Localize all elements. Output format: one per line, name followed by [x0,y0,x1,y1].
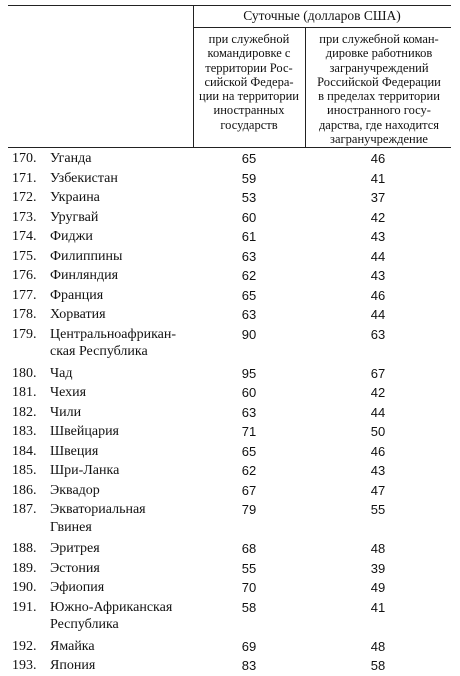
per-diem-missions: 37 [370,190,386,205]
country-name-line: Эстония [50,560,100,576]
row-number: 185. [12,463,37,478]
per-diem-abroad: 95 [241,365,257,381]
header-line: государств [220,117,278,132]
row-number: 175. [12,248,37,264]
country-name-line: Эритрея [50,541,100,556]
country-name [50,326,200,361]
country-name-line: Уругвай [50,209,99,225]
row-number: 176. [12,268,37,283]
country-name-line: Чад [50,365,73,381]
header-line: сийской Федера- [204,74,294,89]
per-diem-missions: 42 [370,385,386,400]
per-diem-abroad: 79 [241,502,257,517]
country-name-line: Чехия [50,385,87,400]
header-group-title: Суточные (долларов США) [243,8,401,23]
header-line: иностранных [213,103,285,118]
country-name-line: Экваториальная [50,502,146,517]
header-line: дарства, где находится [318,117,440,132]
per-diem-abroad: 62 [241,463,257,478]
country-name [50,248,200,266]
country-name-line: Финляндия [50,268,119,283]
country-name [50,209,200,227]
country-name-line: Филиппины [50,248,123,264]
per-diem-missions: 44 [370,404,386,420]
per-diem-abroad: 67 [241,482,257,498]
country-name-line: Япония [50,658,96,673]
country-name [50,306,200,324]
per-diem-abroad: 62 [241,268,257,283]
country-name-line: ская Республика [50,344,148,359]
row-number: 187. [12,502,37,517]
per-diem-missions: 46 [370,443,386,459]
per-diem-missions: 43 [370,268,386,283]
country-name-line: Фиджи [50,229,93,244]
country-name-line: Украина [50,190,100,205]
country-name [50,560,200,578]
country-name-line: Гвинея [50,519,92,535]
row-number: 188. [12,541,37,556]
row-number: 193. [12,658,37,673]
country-name [50,287,200,305]
row-number: 186. [12,482,37,498]
country-name-line: Южно-Африканская [50,599,173,615]
header-bottom-rule [8,147,451,148]
header-line: при служебной [208,32,290,46]
header-line: в пределах территории [318,89,440,104]
per-diem-missions: 41 [370,599,386,615]
per-diem-abroad: 70 [241,580,257,595]
country-name [50,579,200,597]
per-diem-abroad: 63 [241,404,257,420]
country-name [50,501,200,536]
country-name [50,462,200,480]
country-name-line: Уганда [50,151,92,166]
country-name [50,638,200,656]
per-diem-abroad: 65 [241,443,257,459]
row-number: 180. [12,365,37,381]
per-diem-abroad: 63 [241,307,257,322]
header-line: Российской Федерации [317,74,441,89]
header-line: территории Рос- [205,60,293,75]
per-diem-missions: 49 [370,580,386,595]
country-name [50,228,200,246]
per-diem-abroad: 55 [241,560,257,576]
row-number: 182. [12,404,37,420]
per-diem-abroad: 65 [241,151,257,166]
country-name-line: Франция [50,287,104,303]
per-diem-abroad: 69 [241,638,257,654]
country-name-line: Эквадор [50,482,100,498]
per-diem-missions: 48 [370,541,386,556]
per-diem-missions: 50 [370,424,386,439]
country-name-line: Швеция [50,443,99,459]
per-diem-abroad: 53 [241,190,257,205]
per-diem-missions: 47 [370,482,386,498]
per-diem-abroad: 59 [241,170,257,186]
per-diem-abroad: 61 [241,229,257,244]
country-name [50,150,200,168]
country-name [50,657,200,675]
per-diem-missions: 63 [370,326,386,342]
row-number: 178. [12,307,37,322]
per-diem-missions: 46 [370,151,386,166]
per-diem-abroad: 65 [241,287,257,303]
per-diem-abroad: 83 [241,658,257,673]
country-name [50,599,200,634]
row-number: 189. [12,560,37,576]
header-line: загранучреждение [330,132,428,147]
row-number: 190. [12,580,37,595]
header-line: иностранного госу- [327,103,431,118]
country-name [50,170,200,188]
header-column-abroad [193,32,305,132]
row-number: 192. [12,638,37,654]
country-name-line: Шри-Ланка [50,463,120,478]
row-number: 181. [12,385,37,400]
country-name-line: Хорватия [50,307,106,322]
row-number: 174. [12,229,37,244]
row-number: 177. [12,287,37,303]
row-number: 171. [12,170,37,186]
country-name [50,540,200,558]
row-number: 191. [12,599,37,615]
country-name-line: Центральноафрикан- [50,326,177,342]
per-diem-abroad: 58 [241,599,257,615]
per-diem-abroad: 60 [241,209,257,225]
country-name-line: Швейцария [50,424,119,439]
per-diem-abroad: 63 [241,248,257,264]
per-diem-missions: 44 [370,307,386,322]
row-number: 172. [12,190,37,205]
country-name [50,267,200,285]
per-diem-abroad: 90 [241,326,257,342]
header-line: при служебной коман- [319,32,439,46]
header-line: ции на территории [199,89,299,104]
country-name [50,443,200,461]
country-name-line: Республика [50,617,119,632]
country-name-line: Узбекистан [50,170,118,186]
header-line: дировке работников [325,46,433,61]
per-diem-missions: 55 [370,502,386,517]
country-name-line: Ямайка [50,638,95,654]
row-number: 184. [12,443,37,459]
header-line: командировке с [207,46,291,61]
row-number: 170. [12,151,37,166]
per-diem-missions: 67 [370,365,386,381]
row-number: 179. [12,326,37,342]
country-name-line: Чили [50,404,82,420]
per-diem-missions: 39 [370,560,386,576]
row-number: 173. [12,209,37,225]
per-diem-missions: 58 [370,658,386,673]
country-name [50,365,200,383]
header-group-rule [193,27,451,28]
per-diem-missions: 41 [370,170,386,186]
row-number: 183. [12,424,37,439]
per-diem-abroad: 60 [241,385,257,400]
table-top-rule [8,5,451,6]
per-diem-abroad: 68 [241,541,257,556]
per-diem-abroad: 71 [241,424,257,439]
per-diem-missions: 44 [370,248,386,264]
header-column-missions [306,32,452,146]
country-name [50,423,200,441]
country-name-line: Эфиопия [50,580,105,595]
per-diem-missions: 43 [370,229,386,244]
per-diem-missions: 48 [370,638,386,654]
header-line: загранучреждений [329,60,429,75]
country-name [50,189,200,207]
per-diem-missions: 42 [370,209,386,225]
country-name [50,482,200,500]
country-name [50,384,200,402]
country-name [50,404,200,422]
per-diem-missions: 46 [370,287,386,303]
per-diem-missions: 43 [370,463,386,478]
